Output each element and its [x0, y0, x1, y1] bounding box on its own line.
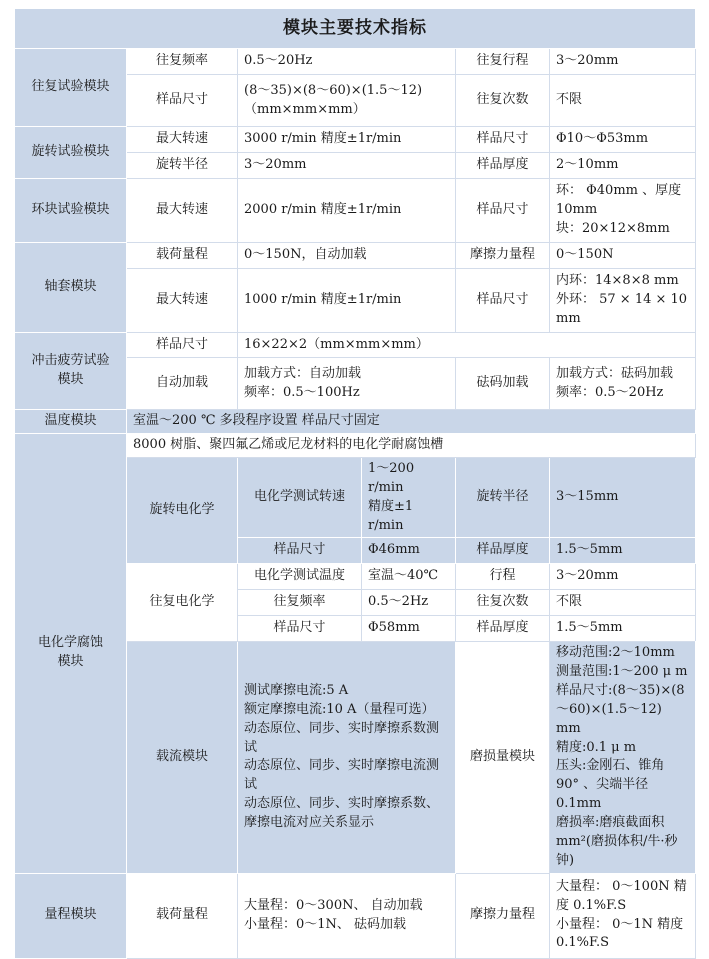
value-ec-rec-stroke: 3～20mm	[550, 564, 696, 590]
label-bearing-speed: 最大转速	[127, 269, 238, 333]
value-rotary-thick: 2～10mm	[550, 153, 696, 179]
value-wear-specs	[550, 642, 696, 873]
label-ring-size: 样品尺寸	[456, 179, 550, 243]
value-recip-freq: 0.5～20Hz	[238, 49, 456, 75]
value-ring-size	[550, 179, 696, 243]
label-ec-rec-size: 样品尺寸	[238, 616, 362, 642]
value-ec-rec-count: 不限	[550, 590, 696, 616]
value-range-load-small: 小量程：0～1N、 砝码加载	[244, 916, 407, 932]
label-recip-stroke: 往复行程	[456, 49, 550, 75]
label-impact-weight: 砝码加载	[456, 358, 550, 410]
value-ec-rec-temp: 室温～40℃	[362, 564, 456, 590]
value-bearing-size	[550, 269, 696, 333]
value-impact-auto-method: 加载方式：自动加载	[244, 365, 362, 381]
label-impact-size: 样品尺寸	[127, 333, 238, 358]
label-impact-auto: 自动加载	[127, 358, 238, 410]
value-electrochem-intro: 8000 树脂、聚四氟乙烯或尼龙材料的电化学耐腐蚀槽	[127, 434, 696, 458]
value-rotary-speed: 3000 r/min 精度±1r/min	[238, 127, 456, 153]
value-recip-size-line2: （mm×mm×mm）	[244, 101, 366, 117]
value-range-friction-large: 大量程： 0～100N 精度 0.1%F.S	[556, 878, 687, 913]
value-ec-rot-thick: 1.5～5mm	[550, 538, 696, 564]
value-bearing-load: 0～150N，自动加载	[238, 243, 456, 269]
value-recip-stroke: 3～20mm	[550, 49, 696, 75]
value-current-specs	[238, 642, 456, 873]
value-impact-size: 16×22×2（mm×mm×mm）	[238, 333, 696, 358]
module-ring-block: 环块试验模块	[15, 179, 127, 243]
label-rotary-electrochem: 旋转电化学	[127, 458, 238, 564]
current-spec-test-current: 测试摩擦电流:5 A	[244, 683, 349, 699]
label-range-friction: 摩擦力量程	[456, 873, 550, 958]
label-reciprocating-electrochem: 往复电化学	[127, 564, 238, 642]
current-spec-current-test: 动态原位、同步、实时摩擦电流测试	[244, 758, 440, 793]
value-rotary-radius: 3～20mm	[238, 153, 456, 179]
label-ec-rot-speed: 电化学测试转速	[238, 458, 362, 538]
module-rotary: 旋转试验模块	[15, 127, 127, 179]
label-ec-rot-size: 样品尺寸	[238, 538, 362, 564]
module-current-carrying: 载流模块	[127, 642, 238, 873]
value-ec-rot-radius: 3～15mm	[550, 458, 696, 538]
value-ring-size-line2: 10mm	[556, 202, 598, 218]
module-impact-line1: 冲击疲劳试验	[31, 353, 110, 369]
module-bearing: 轴套模块	[15, 243, 127, 333]
value-recip-count: 不限	[550, 75, 696, 127]
label-ec-rot-radius: 旋转半径	[456, 458, 550, 538]
value-range-load-large: 大量程：0～300N、 自动加载	[244, 897, 423, 913]
value-impact-weight-method: 加载方式：砝码加载	[556, 365, 674, 381]
label-bearing-size: 样品尺寸	[456, 269, 550, 333]
module-electrochem-line1: 电化学腐蚀	[37, 635, 103, 651]
table-title: 模块主要技术指标	[15, 9, 696, 49]
value-range-friction	[550, 873, 696, 958]
wear-spec-range: 移动范围:2～10mm	[556, 645, 675, 661]
module-reciprocating: 往复试验模块	[15, 49, 127, 127]
value-ec-rec-thick: 1.5～5mm	[550, 616, 696, 642]
label-ec-rec-temp: 电化学测试温度	[238, 564, 362, 590]
value-temperature: 室温～200 ℃ 多段程序设置 样品尺寸固定	[127, 410, 696, 434]
value-recip-size-line1: (8～35)×(8～60)×(1.5～12)	[244, 82, 423, 98]
label-rotary-size: 样品尺寸	[456, 127, 550, 153]
value-ring-size-line1: 环： Φ40mm 、厚度	[556, 183, 682, 199]
current-spec-relation: 动态原位、同步、实时摩擦系数、摩擦电流对应关系显示	[244, 796, 440, 830]
value-bearing-friction: 0～150N	[550, 243, 696, 269]
label-ec-rec-thick: 样品厚度	[456, 616, 550, 642]
label-recip-count: 往复次数	[456, 75, 550, 127]
wear-spec-size: 样品尺寸:(8～35)×(8～60)×(1.5～12) mm	[556, 683, 685, 736]
value-bearing-size-line1: 内环：14×8×8 mm	[556, 273, 679, 289]
module-impact-line2: 模块	[57, 372, 84, 387]
label-ec-rot-thick: 样品厚度	[456, 538, 550, 564]
label-wear-module: 磨损量模块	[456, 642, 550, 873]
current-spec-rated-current: 额定摩擦电流:10 A（量程可选）	[244, 701, 435, 717]
value-ec-rec-size: Φ58mm	[362, 616, 456, 642]
value-impact-weight-freq: 频率：0.5～20Hz	[556, 384, 664, 400]
label-recip-freq: 往复频率	[127, 49, 238, 75]
value-ec-rot-speed	[362, 458, 456, 538]
value-impact-weight	[550, 358, 696, 410]
value-ec-rot-speed-precision: 精度±1 r/min	[368, 498, 414, 533]
value-recip-size	[238, 75, 456, 127]
value-ring-size-line3: 块：20×12×8mm	[556, 220, 670, 236]
label-ec-rec-freq: 往复频率	[238, 590, 362, 616]
label-rotary-speed: 最大转速	[127, 127, 238, 153]
label-bearing-friction: 摩擦力量程	[456, 243, 550, 269]
value-ec-rot-size: Φ46mm	[362, 538, 456, 564]
value-impact-auto-freq: 频率：0.5～100Hz	[244, 384, 360, 400]
value-bearing-size-line2: 外环： 57 × 14 × 10	[556, 292, 688, 308]
spec-table	[14, 8, 696, 959]
wear-spec-indenter: 压头:金刚石、锥角 90° 、尖端半径 0.1mm	[556, 758, 665, 812]
module-electrochem	[15, 434, 127, 874]
label-ring-speed: 最大转速	[127, 179, 238, 243]
wear-spec-rate: 磨损率:磨痕截面积 mm²(磨损体积/牛·秒钟)	[556, 814, 678, 868]
current-spec-coefficient: 动态原位、同步、实时摩擦系数测试	[244, 720, 440, 755]
wear-spec-measure: 测量范围:1～200 μ m	[556, 664, 688, 680]
value-rotary-size: Φ10～Φ53mm	[550, 127, 696, 153]
label-rotary-thick: 样品厚度	[456, 153, 550, 179]
module-electrochem-line2: 模块	[57, 654, 84, 670]
value-ec-rec-freq: 0.5～2Hz	[362, 590, 456, 616]
value-range-load	[238, 873, 456, 958]
module-impact-fatigue	[15, 333, 127, 410]
value-ring-speed: 2000 r/min 精度±1r/min	[238, 179, 456, 243]
value-ec-rot-speed-range: 1～200 r/min	[368, 461, 415, 495]
label-recip-size: 样品尺寸	[127, 75, 238, 127]
label-rotary-radius: 旋转半径	[127, 153, 238, 179]
label-ec-rec-count: 往复次数	[456, 590, 550, 616]
value-bearing-size-line3: mm	[556, 310, 581, 326]
label-bearing-load: 载荷量程	[127, 243, 238, 269]
value-range-friction-small: 小量程： 0～1N 精度 0.1%F.S	[556, 916, 684, 951]
module-range: 量程模块	[15, 873, 127, 958]
wear-spec-precision: 精度:0.1 μ m	[556, 739, 637, 755]
module-temperature: 温度模块	[15, 410, 127, 434]
value-impact-auto	[238, 358, 456, 410]
label-range-load: 载荷量程	[127, 873, 238, 958]
label-ec-rec-stroke: 行程	[456, 564, 550, 590]
value-bearing-speed: 1000 r/min 精度±1r/min	[238, 269, 456, 333]
